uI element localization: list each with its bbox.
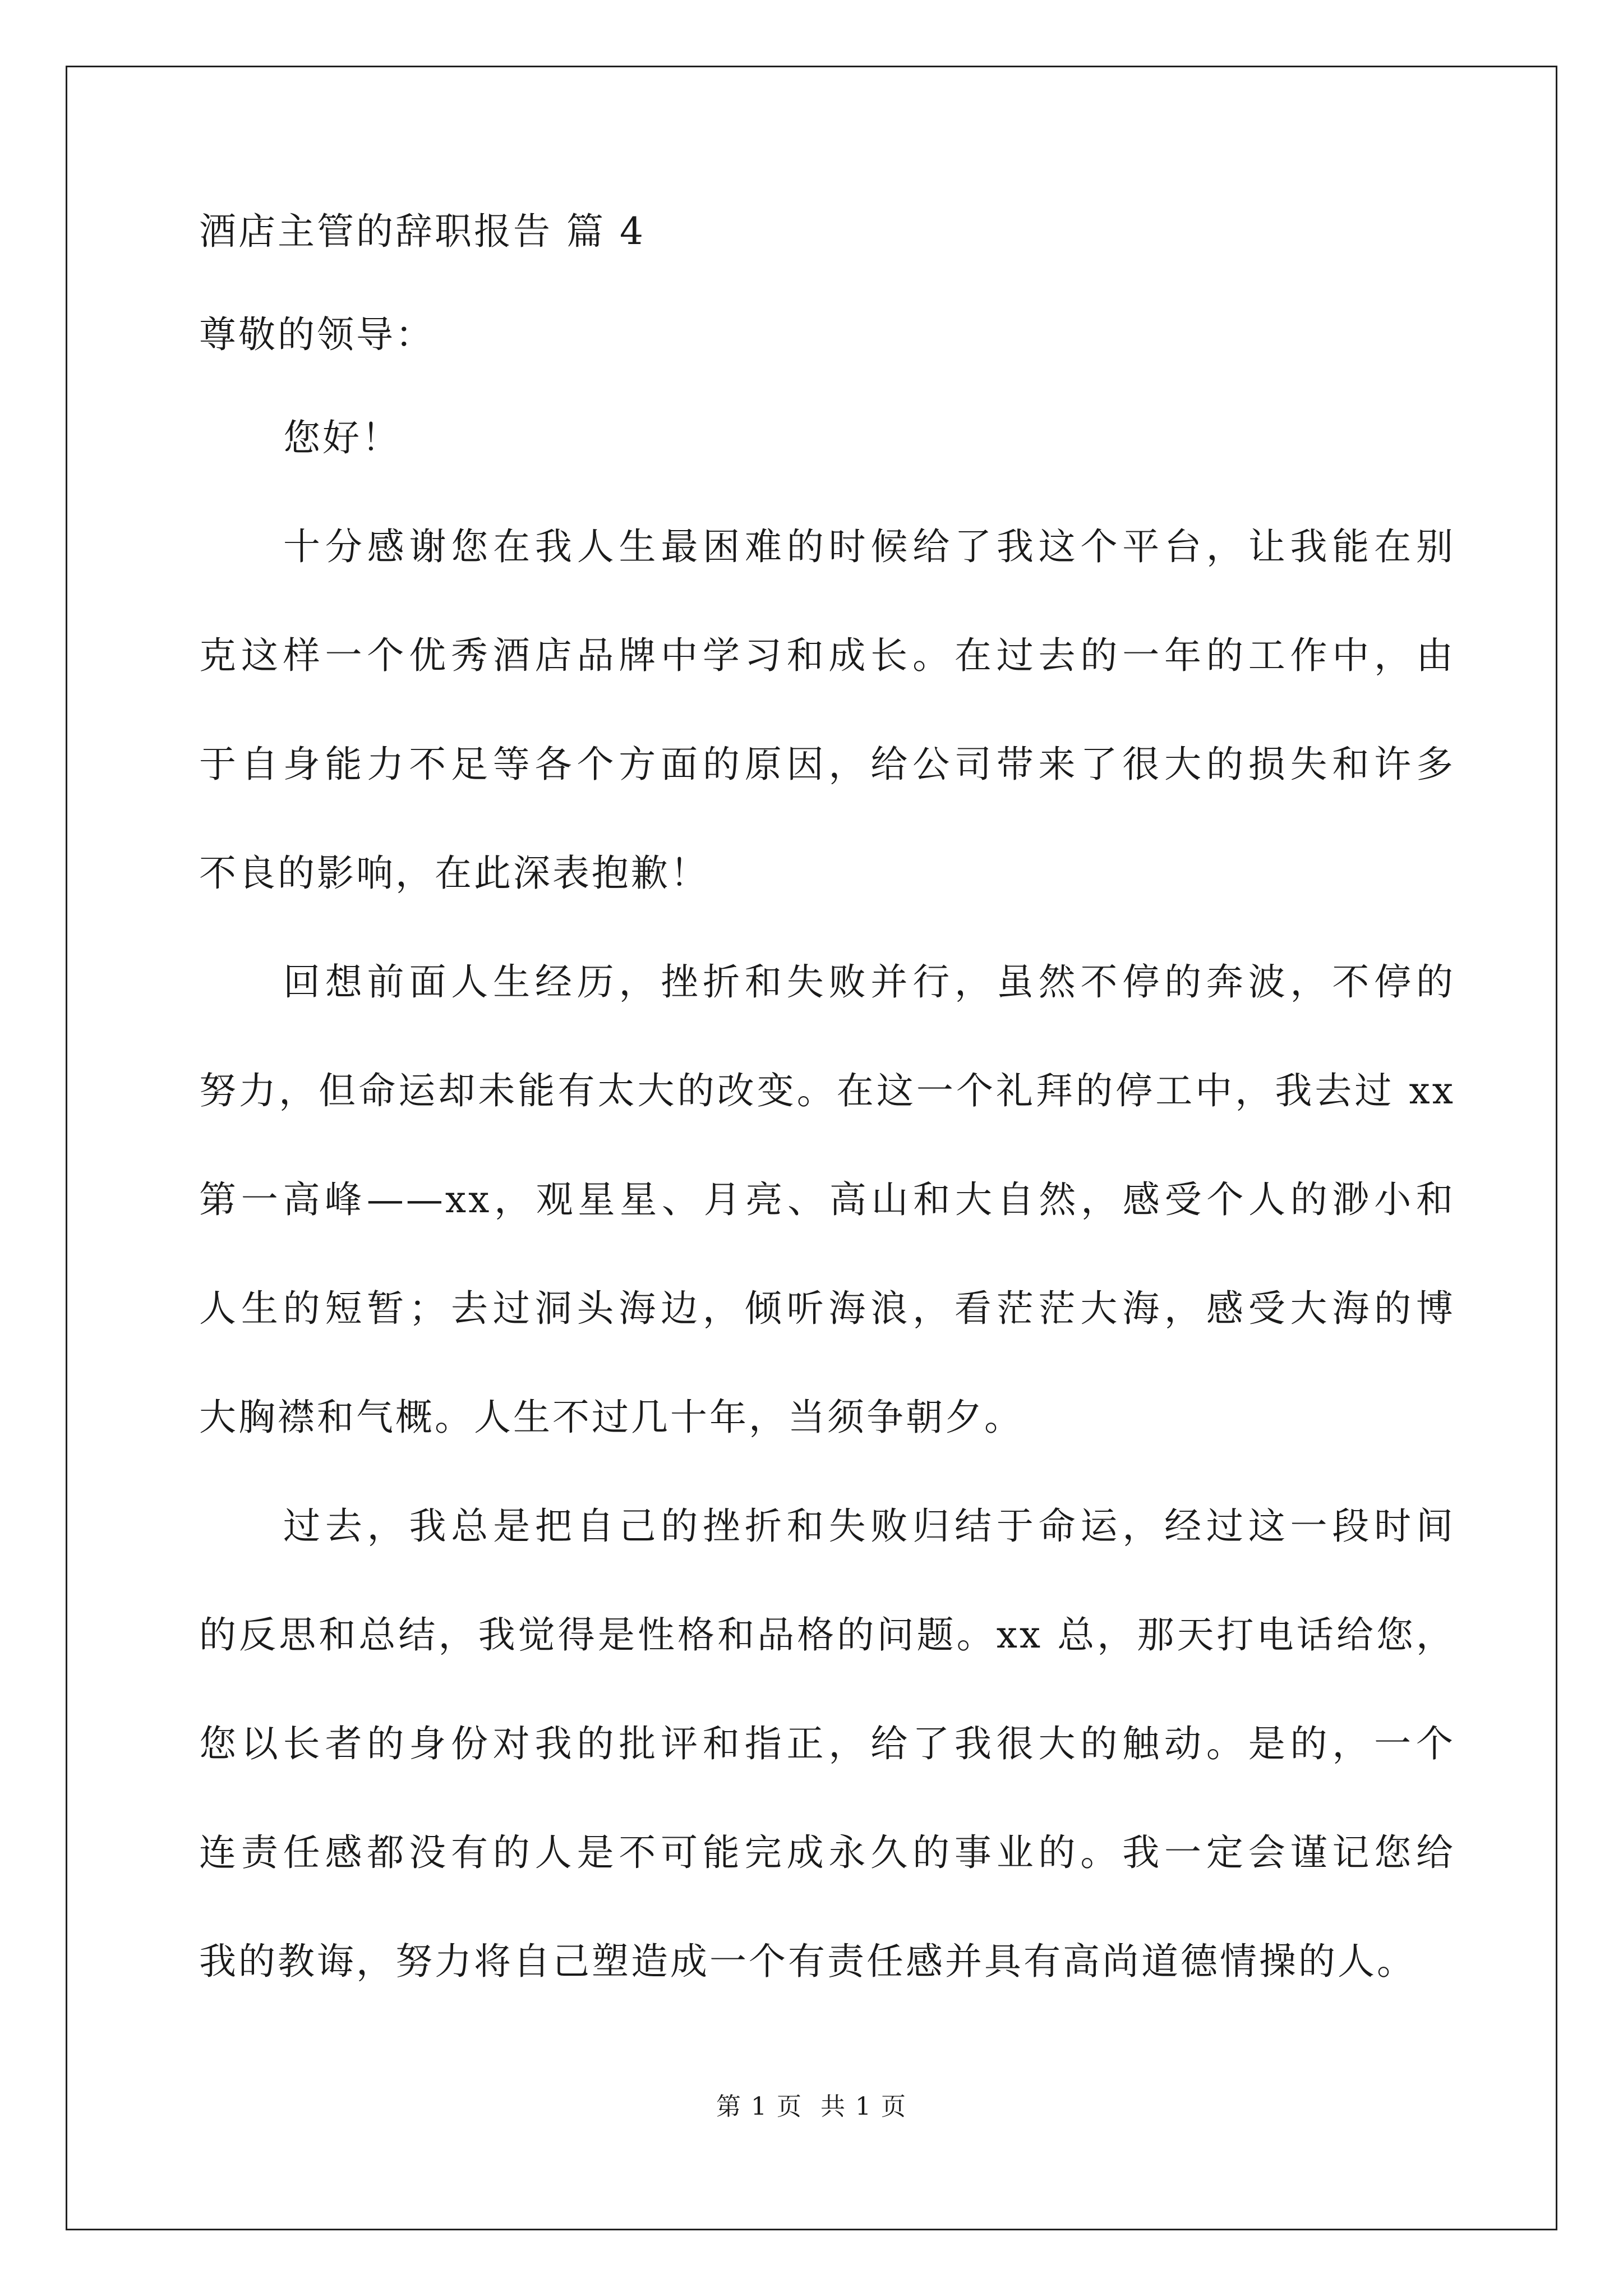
paragraph-line: 不良的影响，在此深表抱歉！: [199, 852, 709, 895]
paragraph-line: 我的教诲，努力将自己塑造成一个有责任感并具有高尚道德情操的人。: [199, 1940, 1416, 1983]
paragraph-2: [199, 960, 1455, 1439]
paragraph-line: 克这样一个优秀酒店品牌中学习和成长。在过去的一年的工作中，由: [199, 634, 1455, 677]
paragraph-line: 连责任感都没有的人是不可能完成永久的事业的。我一定会谨记您给: [199, 1831, 1455, 1874]
greeting: 您好！: [283, 416, 401, 459]
document-body: [199, 210, 1455, 2052]
paragraph-1: [199, 525, 1455, 895]
paragraph-line: 努力，但命运却未能有太大的改变。在这一个礼拜的停工中，我去过 xx: [199, 1069, 1455, 1112]
salutation: 尊敬的领导：: [199, 313, 435, 356]
document-title: 酒店主管的辞职报告 篇 4: [199, 210, 645, 253]
page-footer: [0, 2092, 1623, 2121]
paragraph-line: 回想前面人生经历，挫折和失败并行，虽然不停的奔波，不停的: [283, 960, 1455, 1004]
paragraph-3: [199, 1504, 1455, 1983]
page-number-total: 共 1 页: [820, 2092, 907, 2121]
paragraph-line: 您以长者的身份对我的批评和指正，给了我很大的触动。是的，一个: [199, 1722, 1455, 1765]
paragraph-line: 过去，我总是把自己的挫折和失败归结于命运，经过这一段时间: [283, 1504, 1455, 1548]
page-number-current: 第 1 页: [716, 2092, 803, 2121]
paragraph-line: 十分感谢您在我人生最困难的时候给了我这个平台，让我能在别: [283, 525, 1455, 568]
paragraph-line: 大胸襟和气概。人生不过几十年，当须争朝夕。: [199, 1396, 1023, 1439]
paragraph-line: 的反思和总结，我觉得是性格和品格的问题。xx 总，那天打电话给您，: [199, 1613, 1455, 1657]
paragraph-line: 第一高峰——xx，观星星、月亮、高山和大自然，感受个人的渺小和: [199, 1178, 1455, 1221]
paragraph-line: 于自身能力不足等各个方面的原因，给公司带来了很大的损失和许多: [199, 743, 1455, 786]
paragraph-line: 人生的短暂；去过洞头海边，倾听海浪，看茫茫大海，感受大海的博: [199, 1287, 1455, 1330]
